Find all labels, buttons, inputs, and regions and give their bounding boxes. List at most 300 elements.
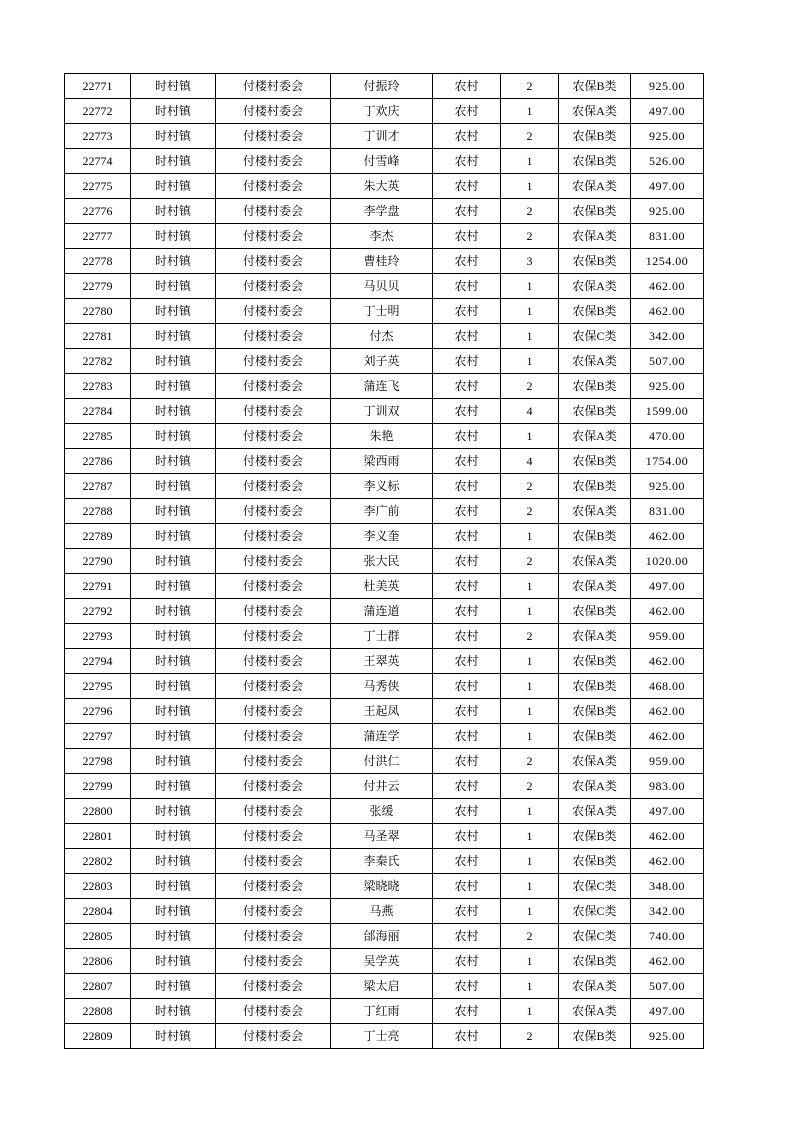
cell-village: 付楼村委会 (216, 924, 331, 949)
cell-id: 22780 (65, 299, 131, 324)
cell-residence-type: 农村 (433, 799, 501, 824)
table-row (65, 149, 704, 174)
cell-town: 时村镇 (131, 549, 216, 574)
cell-insurance-category: 农保A类 (559, 549, 631, 574)
cell-amount: 462.00 (631, 824, 704, 849)
cell-id: 22774 (65, 149, 131, 174)
benefits-table (64, 73, 704, 1049)
table-row (65, 874, 704, 899)
cell-town: 时村镇 (131, 999, 216, 1024)
cell-insurance-category: 农保A类 (559, 624, 631, 649)
cell-person-name: 马圣翠 (331, 824, 433, 849)
cell-person-name: 蒲连道 (331, 599, 433, 624)
cell-village: 付楼村委会 (216, 799, 331, 824)
cell-insurance-category: 农保B类 (559, 399, 631, 424)
cell-id: 22804 (65, 899, 131, 924)
cell-village: 付楼村委会 (216, 724, 331, 749)
table-row (65, 649, 704, 674)
cell-insurance-category: 农保A类 (559, 349, 631, 374)
cell-insurance-category: 农保A类 (559, 574, 631, 599)
cell-id: 22783 (65, 374, 131, 399)
cell-amount: 959.00 (631, 624, 704, 649)
cell-amount: 497.00 (631, 999, 704, 1024)
cell-town: 时村镇 (131, 274, 216, 299)
cell-town: 时村镇 (131, 224, 216, 249)
cell-person-count: 1 (501, 824, 559, 849)
cell-person-name: 张大民 (331, 549, 433, 574)
cell-insurance-category: 农保B类 (559, 1024, 631, 1049)
cell-person-count: 1 (501, 424, 559, 449)
cell-person-count: 1 (501, 599, 559, 624)
cell-person-count: 2 (501, 124, 559, 149)
cell-residence-type: 农村 (433, 549, 501, 574)
cell-residence-type: 农村 (433, 74, 501, 99)
cell-id: 22781 (65, 324, 131, 349)
cell-id: 22807 (65, 974, 131, 999)
cell-village: 付楼村委会 (216, 74, 331, 99)
cell-insurance-category: 农保B类 (559, 699, 631, 724)
cell-insurance-category: 农保B类 (559, 149, 631, 174)
cell-insurance-category: 农保B类 (559, 474, 631, 499)
cell-person-name: 梁太启 (331, 974, 433, 999)
table-row (65, 374, 704, 399)
cell-residence-type: 农村 (433, 249, 501, 274)
table-row (65, 74, 704, 99)
cell-person-name: 丁士群 (331, 624, 433, 649)
cell-person-name: 王翠英 (331, 649, 433, 674)
table-row (65, 624, 704, 649)
cell-residence-type: 农村 (433, 299, 501, 324)
cell-person-name: 丁士亮 (331, 1024, 433, 1049)
cell-person-name: 马贝贝 (331, 274, 433, 299)
cell-village: 付楼村委会 (216, 574, 331, 599)
cell-person-name: 蒲连飞 (331, 374, 433, 399)
cell-residence-type: 农村 (433, 524, 501, 549)
cell-town: 时村镇 (131, 699, 216, 724)
cell-amount: 925.00 (631, 474, 704, 499)
cell-id: 22779 (65, 274, 131, 299)
cell-person-name: 付杰 (331, 324, 433, 349)
table-row (65, 99, 704, 124)
cell-amount: 462.00 (631, 849, 704, 874)
cell-town: 时村镇 (131, 124, 216, 149)
cell-insurance-category: 农保C类 (559, 899, 631, 924)
cell-insurance-category: 农保C类 (559, 924, 631, 949)
cell-insurance-category: 农保A类 (559, 499, 631, 524)
cell-person-count: 2 (501, 199, 559, 224)
cell-village: 付楼村委会 (216, 374, 331, 399)
cell-person-count: 2 (501, 74, 559, 99)
cell-residence-type: 农村 (433, 99, 501, 124)
cell-amount: 831.00 (631, 224, 704, 249)
cell-town: 时村镇 (131, 349, 216, 374)
cell-person-count: 1 (501, 899, 559, 924)
cell-town: 时村镇 (131, 449, 216, 474)
cell-insurance-category: 农保A类 (559, 174, 631, 199)
cell-person-name: 丁训双 (331, 399, 433, 424)
cell-id: 22784 (65, 399, 131, 424)
cell-town: 时村镇 (131, 749, 216, 774)
cell-person-count: 2 (501, 499, 559, 524)
cell-insurance-category: 农保A类 (559, 974, 631, 999)
cell-residence-type: 农村 (433, 949, 501, 974)
cell-town: 时村镇 (131, 1024, 216, 1049)
cell-insurance-category: 农保A类 (559, 799, 631, 824)
cell-town: 时村镇 (131, 399, 216, 424)
cell-residence-type: 农村 (433, 749, 501, 774)
table-row (65, 774, 704, 799)
cell-village: 付楼村委会 (216, 274, 331, 299)
cell-id: 22776 (65, 199, 131, 224)
cell-residence-type: 农村 (433, 399, 501, 424)
cell-id: 22808 (65, 999, 131, 1024)
cell-village: 付楼村委会 (216, 324, 331, 349)
cell-residence-type: 农村 (433, 899, 501, 924)
cell-person-name: 梁西雨 (331, 449, 433, 474)
cell-insurance-category: 农保C类 (559, 324, 631, 349)
cell-amount: 348.00 (631, 874, 704, 899)
cell-id: 22787 (65, 474, 131, 499)
cell-residence-type: 农村 (433, 699, 501, 724)
cell-person-name: 李学盘 (331, 199, 433, 224)
cell-person-name: 朱大英 (331, 174, 433, 199)
cell-insurance-category: 农保B类 (559, 374, 631, 399)
cell-town: 时村镇 (131, 799, 216, 824)
cell-town: 时村镇 (131, 324, 216, 349)
cell-person-name: 刘子英 (331, 349, 433, 374)
cell-person-count: 1 (501, 99, 559, 124)
cell-id: 22771 (65, 74, 131, 99)
cell-insurance-category: 农保B类 (559, 674, 631, 699)
cell-village: 付楼村委会 (216, 649, 331, 674)
cell-person-count: 1 (501, 274, 559, 299)
cell-town: 时村镇 (131, 524, 216, 549)
cell-amount: 497.00 (631, 174, 704, 199)
cell-town: 时村镇 (131, 774, 216, 799)
cell-town: 时村镇 (131, 474, 216, 499)
cell-id: 22788 (65, 499, 131, 524)
cell-residence-type: 农村 (433, 149, 501, 174)
cell-town: 时村镇 (131, 849, 216, 874)
cell-person-name: 李杰 (331, 224, 433, 249)
cell-id: 22809 (65, 1024, 131, 1049)
cell-town: 时村镇 (131, 74, 216, 99)
cell-person-name: 付洪仁 (331, 749, 433, 774)
cell-village: 付楼村委会 (216, 599, 331, 624)
cell-town: 时村镇 (131, 824, 216, 849)
cell-residence-type: 农村 (433, 649, 501, 674)
cell-amount: 462.00 (631, 299, 704, 324)
cell-id: 22791 (65, 574, 131, 599)
cell-town: 时村镇 (131, 299, 216, 324)
cell-amount: 462.00 (631, 699, 704, 724)
cell-town: 时村镇 (131, 974, 216, 999)
cell-person-name: 朱艳 (331, 424, 433, 449)
cell-residence-type: 农村 (433, 224, 501, 249)
table-row (65, 849, 704, 874)
cell-amount: 462.00 (631, 649, 704, 674)
cell-amount: 740.00 (631, 924, 704, 949)
cell-person-count: 1 (501, 174, 559, 199)
cell-residence-type: 农村 (433, 599, 501, 624)
table-row (65, 1024, 704, 1049)
cell-person-name: 王起凤 (331, 699, 433, 724)
cell-village: 付楼村委会 (216, 749, 331, 774)
cell-residence-type: 农村 (433, 824, 501, 849)
cell-residence-type: 农村 (433, 849, 501, 874)
cell-town: 时村镇 (131, 499, 216, 524)
cell-village: 付楼村委会 (216, 249, 331, 274)
cell-insurance-category: 农保A类 (559, 99, 631, 124)
cell-residence-type: 农村 (433, 374, 501, 399)
cell-residence-type: 农村 (433, 449, 501, 474)
table-row (65, 674, 704, 699)
cell-residence-type: 农村 (433, 349, 501, 374)
cell-insurance-category: 农保B类 (559, 449, 631, 474)
cell-id: 22782 (65, 349, 131, 374)
cell-residence-type: 农村 (433, 974, 501, 999)
table-row (65, 749, 704, 774)
cell-village: 付楼村委会 (216, 499, 331, 524)
cell-id: 22793 (65, 624, 131, 649)
cell-insurance-category: 农保A类 (559, 424, 631, 449)
table-row (65, 699, 704, 724)
cell-village: 付楼村委会 (216, 899, 331, 924)
cell-insurance-category: 农保B类 (559, 849, 631, 874)
cell-insurance-category: 农保A类 (559, 274, 631, 299)
table-row (65, 974, 704, 999)
cell-residence-type: 农村 (433, 174, 501, 199)
table-row (65, 799, 704, 824)
cell-person-count: 2 (501, 549, 559, 574)
cell-insurance-category: 农保B类 (559, 124, 631, 149)
cell-village: 付楼村委会 (216, 549, 331, 574)
cell-insurance-category: 农保A类 (559, 999, 631, 1024)
cell-insurance-category: 农保B类 (559, 249, 631, 274)
cell-person-name: 吴学英 (331, 949, 433, 974)
table-row (65, 174, 704, 199)
table-row (65, 424, 704, 449)
cell-id: 22775 (65, 174, 131, 199)
cell-amount: 1254.00 (631, 249, 704, 274)
cell-village: 付楼村委会 (216, 824, 331, 849)
cell-person-count: 1 (501, 674, 559, 699)
cell-amount: 507.00 (631, 974, 704, 999)
cell-person-name: 马秀侠 (331, 674, 433, 699)
cell-village: 付楼村委会 (216, 974, 331, 999)
cell-person-count: 2 (501, 774, 559, 799)
cell-amount: 925.00 (631, 1024, 704, 1049)
cell-town: 时村镇 (131, 199, 216, 224)
cell-amount: 468.00 (631, 674, 704, 699)
cell-person-count: 3 (501, 249, 559, 274)
cell-town: 时村镇 (131, 924, 216, 949)
cell-village: 付楼村委会 (216, 399, 331, 424)
cell-person-name: 马燕 (331, 899, 433, 924)
cell-person-name: 杜美英 (331, 574, 433, 599)
cell-person-count: 1 (501, 574, 559, 599)
cell-village: 付楼村委会 (216, 999, 331, 1024)
table-row (65, 524, 704, 549)
cell-person-count: 1 (501, 999, 559, 1024)
cell-id: 22792 (65, 599, 131, 624)
cell-person-count: 1 (501, 324, 559, 349)
table-row (65, 899, 704, 924)
cell-person-name: 李广前 (331, 499, 433, 524)
cell-id: 22794 (65, 649, 131, 674)
cell-village: 付楼村委会 (216, 199, 331, 224)
cell-id: 22800 (65, 799, 131, 824)
cell-amount: 526.00 (631, 149, 704, 174)
cell-person-count: 1 (501, 699, 559, 724)
cell-insurance-category: 农保B类 (559, 299, 631, 324)
cell-amount: 462.00 (631, 524, 704, 549)
cell-village: 付楼村委会 (216, 299, 331, 324)
cell-id: 22798 (65, 749, 131, 774)
cell-insurance-category: 农保B类 (559, 524, 631, 549)
cell-village: 付楼村委会 (216, 624, 331, 649)
cell-amount: 497.00 (631, 99, 704, 124)
cell-person-count: 1 (501, 349, 559, 374)
cell-town: 时村镇 (131, 899, 216, 924)
cell-amount: 462.00 (631, 949, 704, 974)
cell-residence-type: 农村 (433, 499, 501, 524)
cell-person-count: 2 (501, 224, 559, 249)
cell-id: 22805 (65, 924, 131, 949)
cell-person-count: 1 (501, 949, 559, 974)
cell-amount: 342.00 (631, 899, 704, 924)
cell-village: 付楼村委会 (216, 474, 331, 499)
cell-town: 时村镇 (131, 599, 216, 624)
table-row (65, 249, 704, 274)
cell-amount: 831.00 (631, 499, 704, 524)
cell-insurance-category: 农保A类 (559, 224, 631, 249)
cell-insurance-category: 农保B类 (559, 949, 631, 974)
table-row (65, 199, 704, 224)
cell-residence-type: 农村 (433, 724, 501, 749)
cell-person-name: 丁红雨 (331, 999, 433, 1024)
cell-person-name: 丁欢庆 (331, 99, 433, 124)
cell-village: 付楼村委会 (216, 524, 331, 549)
table-row (65, 474, 704, 499)
cell-insurance-category: 农保A类 (559, 749, 631, 774)
cell-residence-type: 农村 (433, 199, 501, 224)
cell-residence-type: 农村 (433, 924, 501, 949)
cell-residence-type: 农村 (433, 274, 501, 299)
cell-person-count: 1 (501, 974, 559, 999)
cell-village: 付楼村委会 (216, 949, 331, 974)
cell-amount: 959.00 (631, 749, 704, 774)
cell-amount: 497.00 (631, 574, 704, 599)
cell-person-count: 2 (501, 749, 559, 774)
cell-town: 时村镇 (131, 574, 216, 599)
cell-id: 22796 (65, 699, 131, 724)
cell-village: 付楼村委会 (216, 124, 331, 149)
cell-person-count: 1 (501, 149, 559, 174)
cell-person-count: 4 (501, 449, 559, 474)
cell-person-name: 丁士明 (331, 299, 433, 324)
cell-village: 付楼村委会 (216, 449, 331, 474)
cell-town: 时村镇 (131, 649, 216, 674)
cell-village: 付楼村委会 (216, 149, 331, 174)
cell-residence-type: 农村 (433, 624, 501, 649)
cell-amount: 462.00 (631, 274, 704, 299)
cell-residence-type: 农村 (433, 774, 501, 799)
table-row (65, 499, 704, 524)
cell-town: 时村镇 (131, 174, 216, 199)
cell-person-name: 李义标 (331, 474, 433, 499)
table-row (65, 924, 704, 949)
cell-village: 付楼村委会 (216, 674, 331, 699)
cell-insurance-category: 农保B类 (559, 724, 631, 749)
cell-person-name: 付振玲 (331, 74, 433, 99)
table-row (65, 724, 704, 749)
table-row (65, 549, 704, 574)
table-row (65, 324, 704, 349)
cell-amount: 462.00 (631, 599, 704, 624)
cell-amount: 925.00 (631, 124, 704, 149)
cell-amount: 925.00 (631, 199, 704, 224)
cell-id: 22799 (65, 774, 131, 799)
cell-residence-type: 农村 (433, 124, 501, 149)
cell-insurance-category: 农保C类 (559, 874, 631, 899)
cell-town: 时村镇 (131, 374, 216, 399)
cell-residence-type: 农村 (433, 674, 501, 699)
cell-person-count: 1 (501, 524, 559, 549)
table-row (65, 349, 704, 374)
cell-insurance-category: 农保B类 (559, 74, 631, 99)
cell-village: 付楼村委会 (216, 849, 331, 874)
cell-id: 22790 (65, 549, 131, 574)
cell-amount: 342.00 (631, 324, 704, 349)
table-row (65, 999, 704, 1024)
cell-amount: 1599.00 (631, 399, 704, 424)
cell-person-name: 梁晓晓 (331, 874, 433, 899)
cell-village: 付楼村委会 (216, 699, 331, 724)
cell-person-count: 1 (501, 299, 559, 324)
cell-amount: 470.00 (631, 424, 704, 449)
cell-town: 时村镇 (131, 424, 216, 449)
cell-insurance-category: 农保B类 (559, 199, 631, 224)
table-row (65, 224, 704, 249)
cell-person-count: 2 (501, 924, 559, 949)
cell-person-name: 付井云 (331, 774, 433, 799)
cell-id: 22785 (65, 424, 131, 449)
cell-id: 22789 (65, 524, 131, 549)
table-row (65, 574, 704, 599)
cell-amount: 507.00 (631, 349, 704, 374)
cell-insurance-category: 农保B类 (559, 824, 631, 849)
cell-amount: 1020.00 (631, 549, 704, 574)
cell-residence-type: 农村 (433, 1024, 501, 1049)
table-row (65, 949, 704, 974)
cell-person-count: 2 (501, 374, 559, 399)
cell-id: 22795 (65, 674, 131, 699)
cell-town: 时村镇 (131, 149, 216, 174)
cell-person-name: 蒲连学 (331, 724, 433, 749)
cell-person-name: 张缓 (331, 799, 433, 824)
cell-village: 付楼村委会 (216, 224, 331, 249)
cell-person-count: 1 (501, 724, 559, 749)
cell-person-name: 丁训才 (331, 124, 433, 149)
cell-person-name: 付雪峰 (331, 149, 433, 174)
cell-village: 付楼村委会 (216, 349, 331, 374)
cell-town: 时村镇 (131, 724, 216, 749)
cell-person-count: 1 (501, 849, 559, 874)
cell-id: 22806 (65, 949, 131, 974)
cell-amount: 983.00 (631, 774, 704, 799)
cell-id: 22801 (65, 824, 131, 849)
